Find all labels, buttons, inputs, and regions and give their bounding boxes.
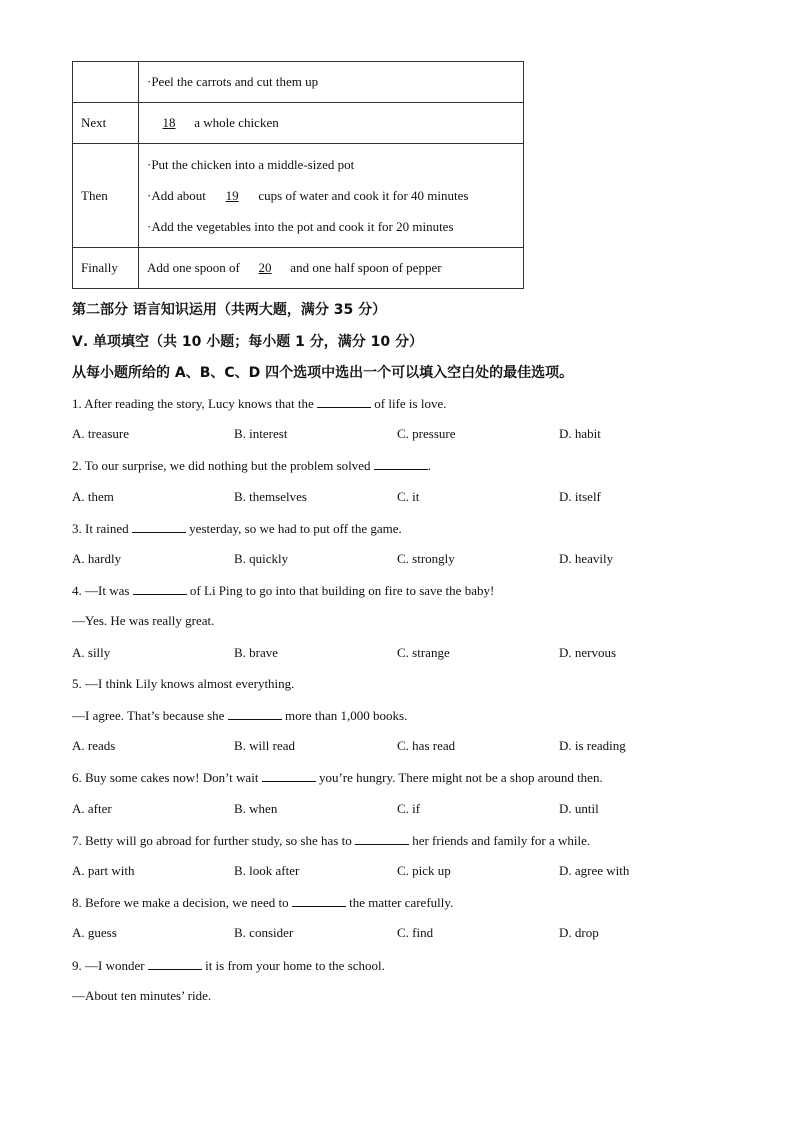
question-text: of Li Ping to go into that building on fire to save the baby! [189, 583, 495, 598]
option-d: D. is reading [559, 738, 626, 753]
detail-cell [139, 144, 524, 248]
option-c: C. it [397, 489, 420, 504]
table-row [73, 144, 524, 248]
option-a: A. reads [72, 738, 116, 753]
option-a: A. part with [72, 863, 135, 878]
option-d: D. heavily [559, 551, 614, 566]
option-b: B. consider [234, 925, 294, 940]
detail-text: a whole chicken [194, 115, 279, 130]
option-a: A. after [72, 801, 112, 816]
option-b: B. brave [234, 645, 279, 660]
table-row [73, 62, 524, 103]
option-d: D. nervous [559, 645, 617, 660]
detail-line: ·Peel the carrots and cut them up [147, 74, 319, 89]
option-a: A. guess [72, 925, 117, 940]
option-b: B. will read [234, 738, 296, 753]
question-text: her friends and family for a while. [412, 833, 591, 848]
question-8 [72, 894, 453, 911]
option-d: D. until [559, 801, 599, 816]
question-6 [72, 769, 603, 786]
option-b: B. themselves [234, 489, 307, 504]
detail-cell [139, 62, 524, 103]
step-cell: Then [73, 144, 139, 248]
option-b: B. look after [234, 863, 300, 878]
question-3 [72, 520, 402, 537]
question-text: 2. To our surprise, we did nothing but the problem solved [72, 458, 371, 473]
blank-line [317, 395, 371, 408]
detail-line: ·Add the vegetables into the pot and cook it for 20 minutes [147, 219, 454, 234]
option-d: D. habit [559, 426, 601, 441]
step-cell: Next [73, 103, 139, 144]
question-text: you’re hungry. There might not be a shop around then. [318, 770, 603, 785]
blank-line [355, 832, 409, 845]
question-text: 3. It rained [72, 521, 129, 536]
step-cell [73, 62, 139, 103]
question-text: 4. —It was [72, 583, 130, 598]
detail-text: and one half spoon of pepper [290, 260, 442, 275]
question-text: 7. Betty will go abroad for further study, so she has to [72, 833, 352, 848]
option-c: C. has read [397, 738, 456, 753]
option-c: C. pressure [397, 426, 456, 441]
detail-cell [139, 248, 524, 289]
option-c: C. if [397, 801, 421, 816]
question-text: 6. Buy some cakes now! Don’t wait [72, 770, 259, 785]
question-2 [72, 457, 431, 474]
blank-line [132, 520, 186, 533]
question-text: 9. —I wonder [72, 958, 145, 973]
detail-text: ·Add about [147, 188, 206, 203]
option-b: B. quickly [234, 551, 289, 566]
answer-blank: 20 [258, 260, 272, 275]
question-4-reply: —Yes. He was really great. [72, 613, 215, 628]
option-d: D. itself [559, 489, 601, 504]
detail-line: ·Put the chicken into a middle-sized pot [147, 157, 355, 172]
question-text: 1. After reading the story, Lucy knows that the [72, 396, 314, 411]
question-text: it is from your home to the school. [205, 958, 385, 973]
recipe-table [72, 61, 524, 289]
section-title: Ⅴ. 单项填空（共 10 小题；每小题 1 分，满分 10 分） [72, 334, 423, 350]
question-1 [72, 395, 446, 412]
option-d: D. agree with [559, 863, 630, 878]
question-7 [72, 832, 590, 849]
question-text: 8. Before we make a decision, we need to [72, 895, 289, 910]
blank-line [148, 957, 202, 970]
blank-line [133, 582, 187, 595]
option-c: C. strange [397, 645, 450, 660]
question-9-reply: —About ten minutes’ ride. [72, 988, 212, 1003]
blank-line [292, 894, 346, 907]
question-9 [72, 957, 385, 974]
question-4 [72, 582, 494, 599]
blank-line [374, 457, 428, 470]
option-a: A. treasure [72, 426, 130, 441]
table-row [73, 248, 524, 289]
option-a: A. silly [72, 645, 111, 660]
step-cell: Finally [73, 248, 139, 289]
question-text: —I agree. That’s because she [72, 708, 225, 723]
blank-line [228, 707, 282, 720]
option-c: C. pick up [397, 863, 451, 878]
answer-blank: 19 [225, 188, 239, 203]
answer-blank: 18 [162, 115, 176, 130]
option-c: C. find [397, 925, 434, 940]
detail-cell [139, 103, 524, 144]
instructions: 从每小题所给的 A、B、C、D 四个选项中选出一个可以填入空白处的最佳选项。 [72, 365, 574, 381]
question-5-reply [72, 707, 407, 724]
question-text: yesterday, so we had to put off the game. [189, 521, 402, 536]
option-a: A. hardly [72, 551, 122, 566]
detail-text: cups of water and cook it for 40 minutes [258, 188, 469, 203]
question-text: of life is love. [374, 396, 447, 411]
option-b: B. interest [234, 426, 288, 441]
option-a: A. them [72, 489, 114, 504]
detail-text: Add one spoon of [147, 260, 240, 275]
question-text: more than 1,000 books. [284, 708, 408, 723]
option-b: B. when [234, 801, 278, 816]
question-text: the matter carefully. [349, 895, 454, 910]
option-c: C. strongly [397, 551, 455, 566]
question-5: 5. —I think Lily knows almost everything. [72, 676, 295, 691]
option-d: D. drop [559, 925, 599, 940]
table-row [73, 103, 524, 144]
part-title: 第二部分 语言知识运用（共两大题，满分 35 分） [72, 302, 387, 318]
blank-line [262, 769, 316, 782]
detail-line [147, 180, 522, 211]
question-text: . [427, 458, 432, 473]
